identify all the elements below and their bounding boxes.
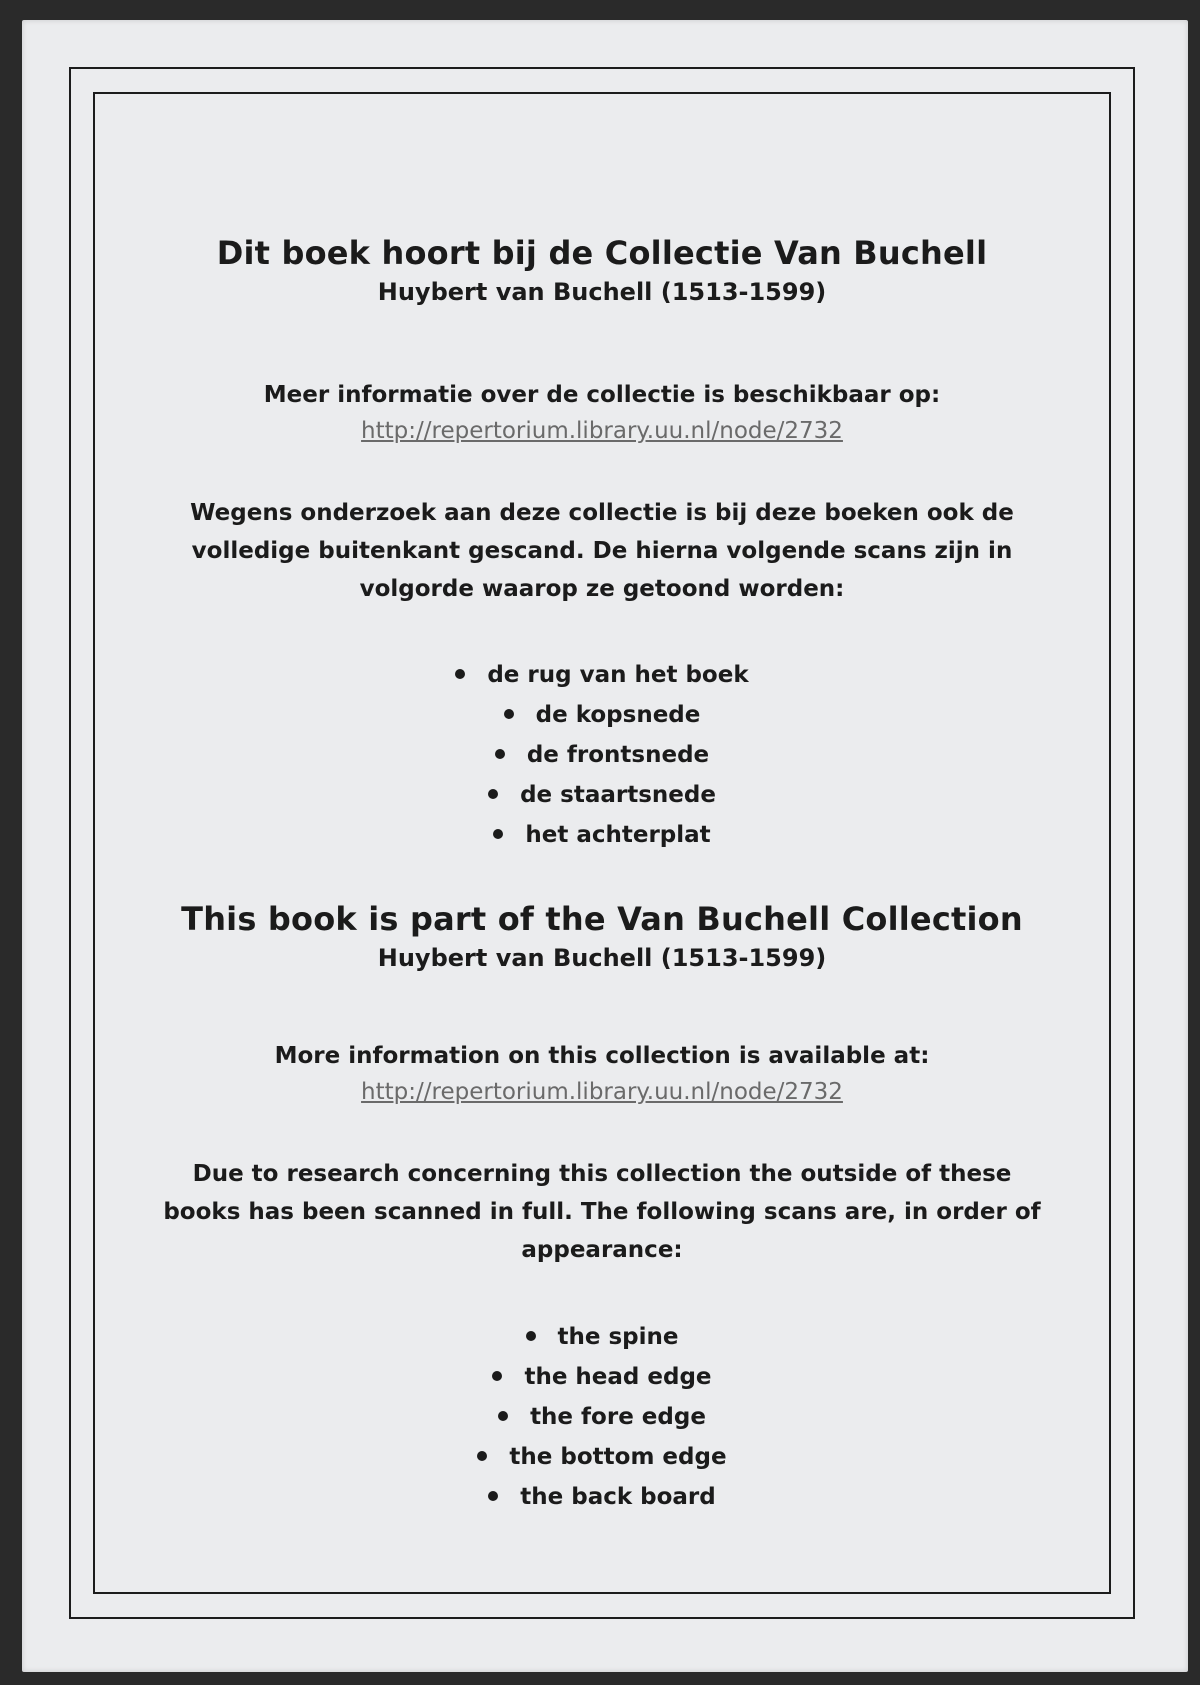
list-item bbox=[95, 735, 1109, 775]
english-info-block bbox=[95, 1037, 1109, 1109]
english-title: This book is part of the Van Buchell Collection bbox=[181, 900, 1023, 938]
bullet-icon bbox=[477, 1451, 487, 1461]
dutch-title: Dit boek hoort bij de Collectie Van Buchell bbox=[216, 234, 988, 272]
list-item-label: de rug van het boek bbox=[487, 662, 749, 688]
english-para-line: appearance: bbox=[521, 1237, 683, 1263]
list-item bbox=[95, 1357, 1109, 1397]
list-item-label: de kopsnede bbox=[535, 702, 701, 728]
list-item-label: the fore edge bbox=[530, 1404, 706, 1430]
bullet-icon bbox=[488, 789, 498, 799]
bullet-icon bbox=[493, 829, 503, 839]
english-heading-block bbox=[95, 900, 1109, 972]
bullet-icon bbox=[504, 709, 514, 719]
english-subtitle: Huybert van Buchell (1513-1599) bbox=[377, 944, 827, 972]
dutch-paragraph bbox=[95, 494, 1109, 608]
list-item bbox=[95, 695, 1109, 735]
english-paragraph bbox=[95, 1155, 1109, 1269]
dutch-info-block bbox=[95, 376, 1109, 448]
dutch-para-line: Wegens onderzoek aan deze collectie is bij deze boeken ook de bbox=[190, 500, 1014, 526]
scanned-sheet bbox=[22, 20, 1188, 1672]
list-item bbox=[95, 1317, 1109, 1357]
english-scan-list bbox=[95, 1317, 1109, 1517]
list-item-label: the bottom edge bbox=[509, 1444, 727, 1470]
list-item-label: het achterplat bbox=[525, 822, 711, 848]
dutch-para-line: volledige buitenkant gescand. De hierna volgende scans zijn in bbox=[191, 538, 1013, 564]
english-collection-link[interactable]: http://repertorium.library.uu.nl/node/2732 bbox=[361, 1079, 843, 1105]
english-para-line: books has been scanned in full. The following scans are, in order of bbox=[163, 1199, 1041, 1225]
dutch-heading-block bbox=[95, 234, 1109, 306]
dutch-collection-link[interactable]: http://repertorium.library.uu.nl/node/2732 bbox=[361, 418, 843, 444]
dutch-subtitle: Huybert van Buchell (1513-1599) bbox=[377, 278, 827, 306]
list-item bbox=[95, 775, 1109, 815]
english-para-line: Due to research concerning this collection the outside of these bbox=[192, 1161, 1012, 1187]
bullet-icon bbox=[488, 1491, 498, 1501]
list-item-label: the head edge bbox=[524, 1364, 712, 1390]
bullet-icon bbox=[498, 1411, 508, 1421]
list-item bbox=[95, 1397, 1109, 1437]
bullet-icon bbox=[455, 669, 465, 679]
dutch-scan-list bbox=[95, 655, 1109, 855]
dutch-para-line: volgorde waarop ze getoond worden: bbox=[359, 576, 845, 602]
list-item bbox=[95, 1437, 1109, 1477]
bullet-icon bbox=[492, 1371, 502, 1381]
english-info-text: More information on this collection is available at: bbox=[274, 1043, 930, 1069]
list-item-label: the spine bbox=[557, 1324, 679, 1350]
dutch-info-text: Meer informatie over de collectie is beschikbaar op: bbox=[263, 382, 941, 408]
list-item-label: de frontsnede bbox=[526, 742, 710, 768]
list-item-label: the back board bbox=[520, 1484, 716, 1510]
list-item bbox=[95, 1477, 1109, 1517]
list-item-label: de staartsnede bbox=[520, 782, 716, 808]
bullet-icon bbox=[495, 749, 505, 759]
list-item bbox=[95, 815, 1109, 855]
list-item bbox=[95, 655, 1109, 695]
bullet-icon bbox=[526, 1331, 536, 1341]
